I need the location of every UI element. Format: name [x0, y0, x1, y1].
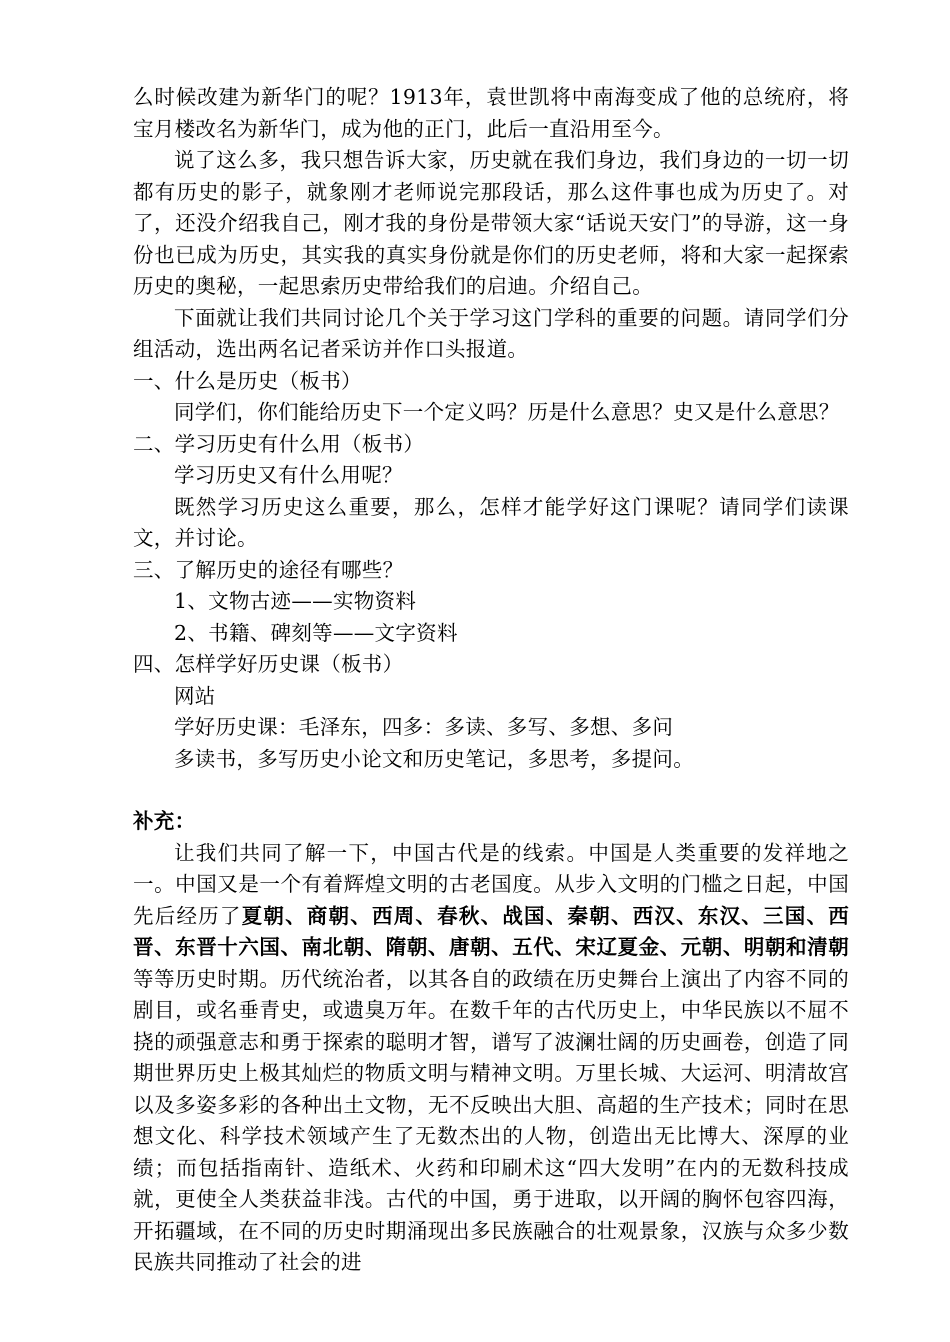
section-line: 学习历史又有什么用呢？ — [174, 463, 403, 487]
section-line: 同学们，你们能给历史下一个定义吗？历是什么意思？史又是什么意思？ — [174, 400, 840, 424]
supplement-intro: 让我们共同了解一下，中国古代是的线索。中国是人类重要的发祥地之一。中国又是一个有着辉煌文明的古老国度。从步入文明的门槛之日起，中国先后经历了 — [133, 840, 849, 928]
document-page — [133, 82, 849, 1279]
section-line: 既然学习历史这么重要，那么，怎样才能学好这门课呢？请同学们读课文，并讨论。 — [133, 494, 849, 550]
section-heading-what-is-history: 一、什么是历史（板书） — [133, 368, 362, 393]
section-line: 网站 — [174, 683, 216, 708]
section-line: 学好历史课：毛泽东，四多：多读、多写、多想、多问 — [174, 715, 674, 739]
dynasty-list: 夏朝、商朝、西周、春秋、战国、秦朝、西汉、东汉、三国、西晋、东晋十六国、南北朝、隋朝、唐朝、五代、宋辽夏金、元朝、明朝和清朝 — [133, 903, 849, 959]
paragraph-history-around-us: 说了这么多，我只想告诉大家，历史就在我们身边，我们身边的一切一切都有历史的影子，就象刚才老师说完那段话，那么这件事也成为历史了。对了，还没介绍我自己，刚才我的身份是带领大家“话说天安门”的导游，这一身份也已成为历史，其实我的真实身份就是你们的历史老师，将和大家一起探索历史的奥秘，一起思索历史带给我们的启迪。介绍自己。 — [133, 148, 849, 298]
blank-line — [133, 775, 849, 806]
supplement-rest: 等等历史时期。历代统治者，以其各自的政绩在历史舞台上演出了内容不同的剧目，或名垂青史，或遗臭万年。在数千年的古代历史上，中华民族以不屈不挠的顽强意志和勇于探索的聪明才智，谱写了波澜壮阔的历史画卷，创造了同期世界历史上极其灿烂的物质文明与精神文明。万里长城、大运河、明清故宫以及多姿多彩的各种出土文物，无不反映出大胆、高超的生产技术；同时在思想文化、科学技术领域产生了无数杰出的人物，创造出无比博大、深厚的业绩；而包括指南针、造纸术、火药和印刷术这“四大发明”在内的无数科技成就，更使全人类获益非浅。古代的中国，勇于进取，以开阔的胸怀包容四海，开拓疆域，在不同的历史时期涌现出多民族融合的壮观景象，汉族与众多少数民族共同推动了社会的进 — [133, 966, 849, 1274]
section-line: 多读书，多写历史小论文和历史笔记，多思考，多提问。 — [174, 746, 694, 771]
supplement-paragraph — [133, 838, 849, 1279]
section-heading-ways-to-know-history: 三、了解历史的途径有哪些？ — [133, 557, 404, 582]
section-line: 1、文物古迹——实物资料 — [174, 589, 417, 613]
section-heading-how-to-learn: 四、怎样学好历史课（板书） — [133, 652, 404, 676]
section-heading-use-of-history: 二、学习历史有什么用（板书） — [133, 431, 425, 456]
paragraph-group-discussion: 下面就让我们共同讨论几个关于学习这门学科的重要的问题。请同学们分组活动，选出两名记者采访并作口头报道。 — [133, 305, 849, 361]
supplement-title: 补充： — [133, 809, 196, 833]
paragraph-xinhuamen: 么时候改建为新华门的呢？1913年，袁世凯将中南海变成了他的总统府，将宝月楼改名为新华门，成为他的正门，此后一直沿用至今。 — [133, 85, 849, 141]
section-line: 2、书籍、碑刻等——文字资料 — [174, 620, 458, 645]
